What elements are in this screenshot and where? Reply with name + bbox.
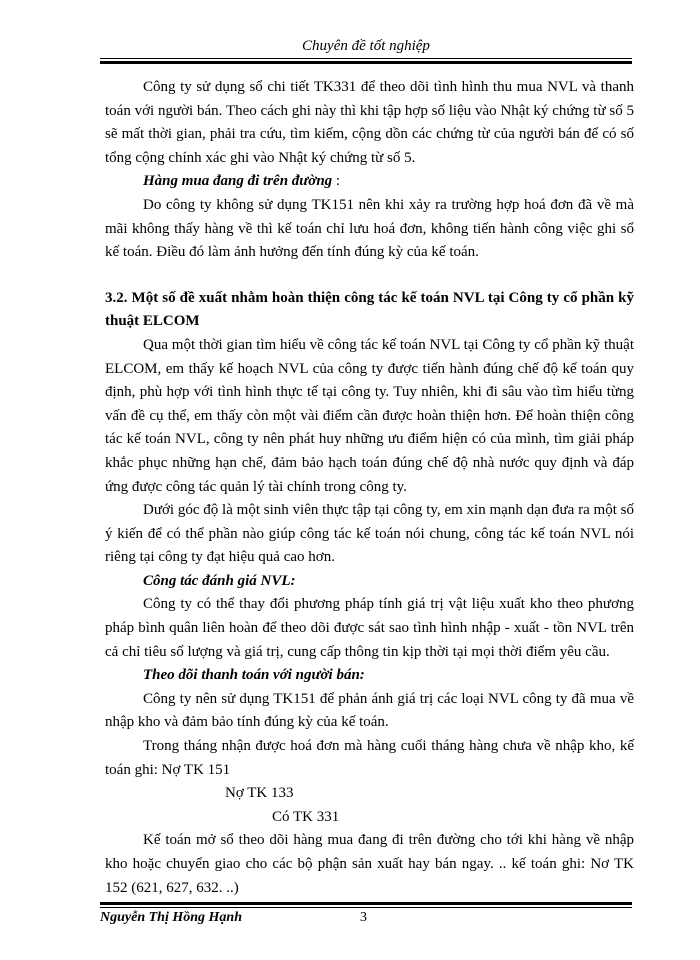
paragraph-tracking-book: Kế toán mở sổ theo dõi hàng mua đang đi trên đường cho tới khi hàng về nhập kho hoặc chuyển giao cho các bộ phận sản xuất hay bán ngay. .. kế toán ghi: Nơ TK 152 (621, 627, 632. ..) [105,832,634,896]
subheading-payment: Theo dõi thanh toán với người bán: [143,667,365,684]
paragraph-use-tk151: Công ty nên sử dụng TK151 để phản ánh giá trị các loại NVL công ty đã mua về nhập kho và đảm bảo tính đúng kỳ của kế toán. [105,690,634,731]
footer-author: Nguyễn Thị Hồng Hạnh [100,910,242,925]
journal-entry-credit-331: Có TK 331 [272,808,340,825]
header-rule-thin [100,58,632,59]
subheading-valuation: Công tác đánh giá NVL: [143,572,296,589]
page-header-title: Chuyên đề tốt nghiệp [302,38,430,54]
paragraph-intro: Qua một thời gian tìm hiểu về công tác kế toán NVL tại Công ty cổ phần kỹ thuật ELCOM, em thấy kế hoạch NVL của công ty được tiến hành đúng chế độ kế toán quy định, phù hợp với tình hình thực tế tại công ty. Tuy nhiên, khi đi sâu vào tìm hiểu từng vấn đề cụ thể, em thấy còn một vài điểm cần được hoàn thiện hơn. Để hoàn thiện công tác kế toán NVL, công ty nên phát huy những ưu điểm hiện có của mình, tìm giải pháp khắc phục những hạn chế, đảm bảo hạch toán đúng chế độ nhà nước quy định và đáp ứng được công tác quản lý tài chính trong công ty. [105,336,634,495]
paragraph-entry-intro: Trong tháng nhận được hoá đơn mà hàng cuối tháng hàng chưa về nhập kho, kế toán ghi: Nợ TK 151 [105,738,634,778]
journal-entry-debit-133: Nợ TK 133 [225,785,294,802]
page-number: 3 [360,910,367,925]
subheading-goods-in-transit: Hàng mua đang đi trên đường : [143,173,341,190]
paragraph-valuation: Công ty có thể thay đổi phương pháp tính giá trị vật liệu xuất kho theo phương pháp bình quân liên hoàn để theo dõi được sát sao tình hình nhập - xuất - tồn NVL trên cả chỉ tiêu số lượng và giá trị, cung cấp thông tin kịp thời tại mọi thời điểm yêu cầu. [105,596,634,660]
section-heading: 3.2. Một số đề xuất nhằm hoàn thiện công tác kế toán NVL tại Công ty cổ phần kỹ thuật ELCOM [105,289,634,330]
paragraph-student-view: Dưới góc độ là một sinh viên thực tập tại công ty, em xin mạnh dạn đưa ra một số ý kiến để có thể phần nào giúp công tác kế toán nói chung, công tác kế toán NVL nói riêng tại công ty đạt hiệu quả cao hơn. [105,502,634,566]
footer-rule-thick [100,902,632,905]
header-rule-thick [100,61,632,64]
footer-rule-thin [100,907,632,908]
paragraph-tk331: Công ty sử dụng sổ chi tiết TK331 để theo dõi tình hình thu mua NVL và thanh toán với người bán. Theo cách ghi này thì khi tập hợp số liệu vào Nhật ký chứng từ số 5 sẽ mất thời gian, phải tra cứu, tìm kiếm, cộng dồn các chứng từ của người bán để có số tổng cộng chính xác ghi vào Nhật ký chứng từ số 5. [105,79,634,166]
paragraph-tk151: Do công ty không sử dụng TK151 nên khi xảy ra trường hợp hoá đơn đã về mà mãi không thấy hàng về thì kế toán chỉ lưu hoá đơn, không tiến hành công việc ghi sổ kế toán. Điều đó làm ảnh hưởng đến tính đúng kỳ của kế toán. [105,196,634,261]
document-body [105,76,634,900]
